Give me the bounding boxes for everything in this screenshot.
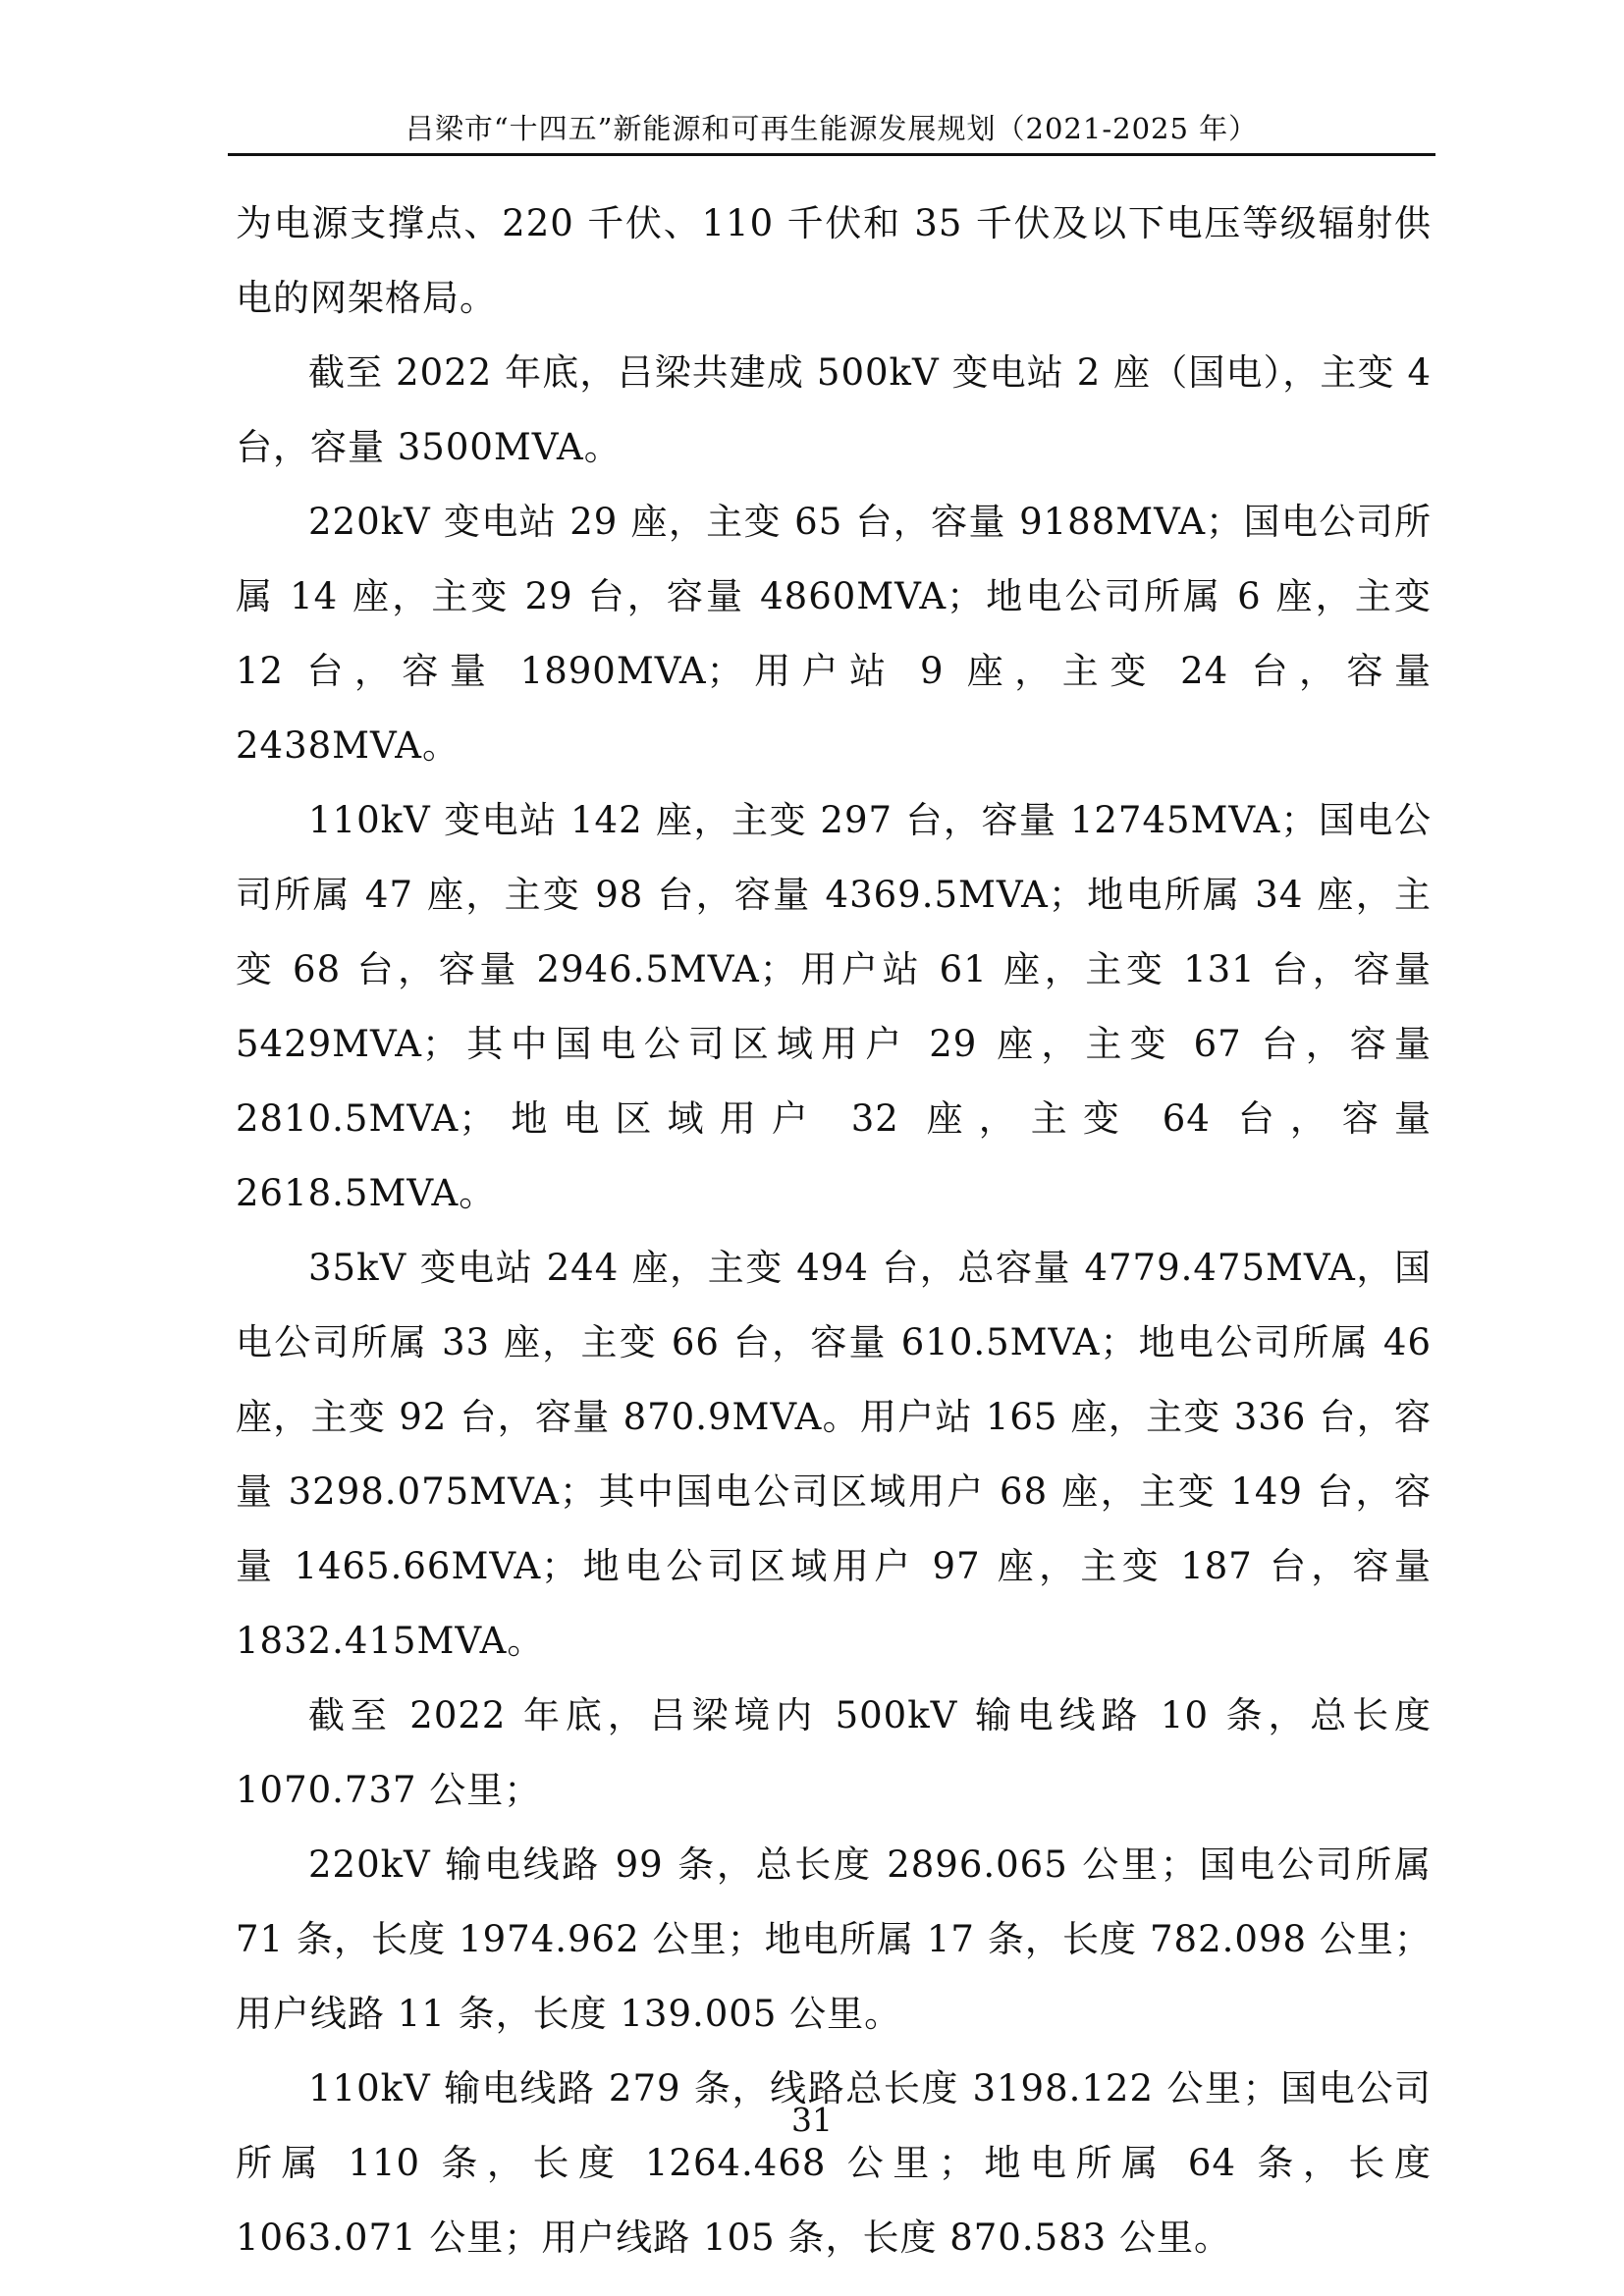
- running-header: 吕梁市“十四五”新能源和可再生能源发展规划（2021-2025 年）: [405, 112, 1259, 145]
- paragraph-500kv-substations: 截至 2022 年底，吕梁共建成 500kV 变电站 2 座（国电），主变 4 台，容量 3500MVA。: [236, 351, 1432, 468]
- paragraph-220kv-substations: 220kV 变电站 29 座，主变 65 台，容量 9188MVA；国电公司所属 14 座，主变 29 台，容量 4860MVA；地电公司所属 6 座，主变 12 台，容量 1890MVA；用户站 9 座，主变 24 台，容量 2438MVA。: [236, 501, 1432, 767]
- page-number: 31: [791, 2101, 833, 2139]
- document-body: [236, 187, 1432, 2275]
- paragraph-110kv-substations: 110kV 变电站 142 座，主变 297 台，容量 12745MVA；国电公司所属 47 座，主变 98 台，容量 4369.5MVA；地电所属 34 座，主变 68 台，容量 2946.5MVA；用户站 61 座，主变 131 台，容量 5429MVA；其中国电公司区域用户 29 座，主变 67 台，容量 2810.5MVA；地电区域用户 32 座，主变 64 台，容量 2618.5MVA。: [236, 799, 1432, 1214]
- paragraph-110kv-lines: 110kV 输电线路 279 条，线路总长度 3198.122 公里；国电公司所属 110 条，长度 1264.468 公里；地电所属 64 条，长度 1063.071 公里；用户线路 105 条，长度 870.583 公里。: [236, 2067, 1432, 2259]
- header-divider: [228, 153, 1435, 156]
- paragraph-220kv-lines: 220kV 输电线路 99 条，总长度 2896.065 公里；国电公司所属 71 条，长度 1974.962 公里；地电所属 17 条，长度 782.098 公里；用户线路 11 条，长度 139.005 公里。: [236, 1843, 1432, 2035]
- paragraph-500kv-lines: 截至 2022 年底，吕梁境内 500kV 输电线路 10 条，总长度 1070.737 公里；: [236, 1694, 1432, 1811]
- paragraph-35kv-substations: 35kV 变电站 244 座，主变 494 台，总容量 4779.475MVA，国电公司所属 33 座，主变 66 台，容量 610.5MVA；地电公司所属 46 座，主变 92 台，容量 870.9MVA。用户站 165 座，主变 336 台，容量 3298.075MVA；其中国电公司区域用户 68 座，主变 149 台，容量 1465.66MVA；地电公司区域用户 97 座，主变 187 台，容量 1832.415MVA。: [236, 1247, 1432, 1662]
- paragraph-continuation: 为电源支撑点、220 千伏、110 千伏和 35 千伏及以下电压等级辐射供电的网架格局。: [236, 202, 1432, 319]
